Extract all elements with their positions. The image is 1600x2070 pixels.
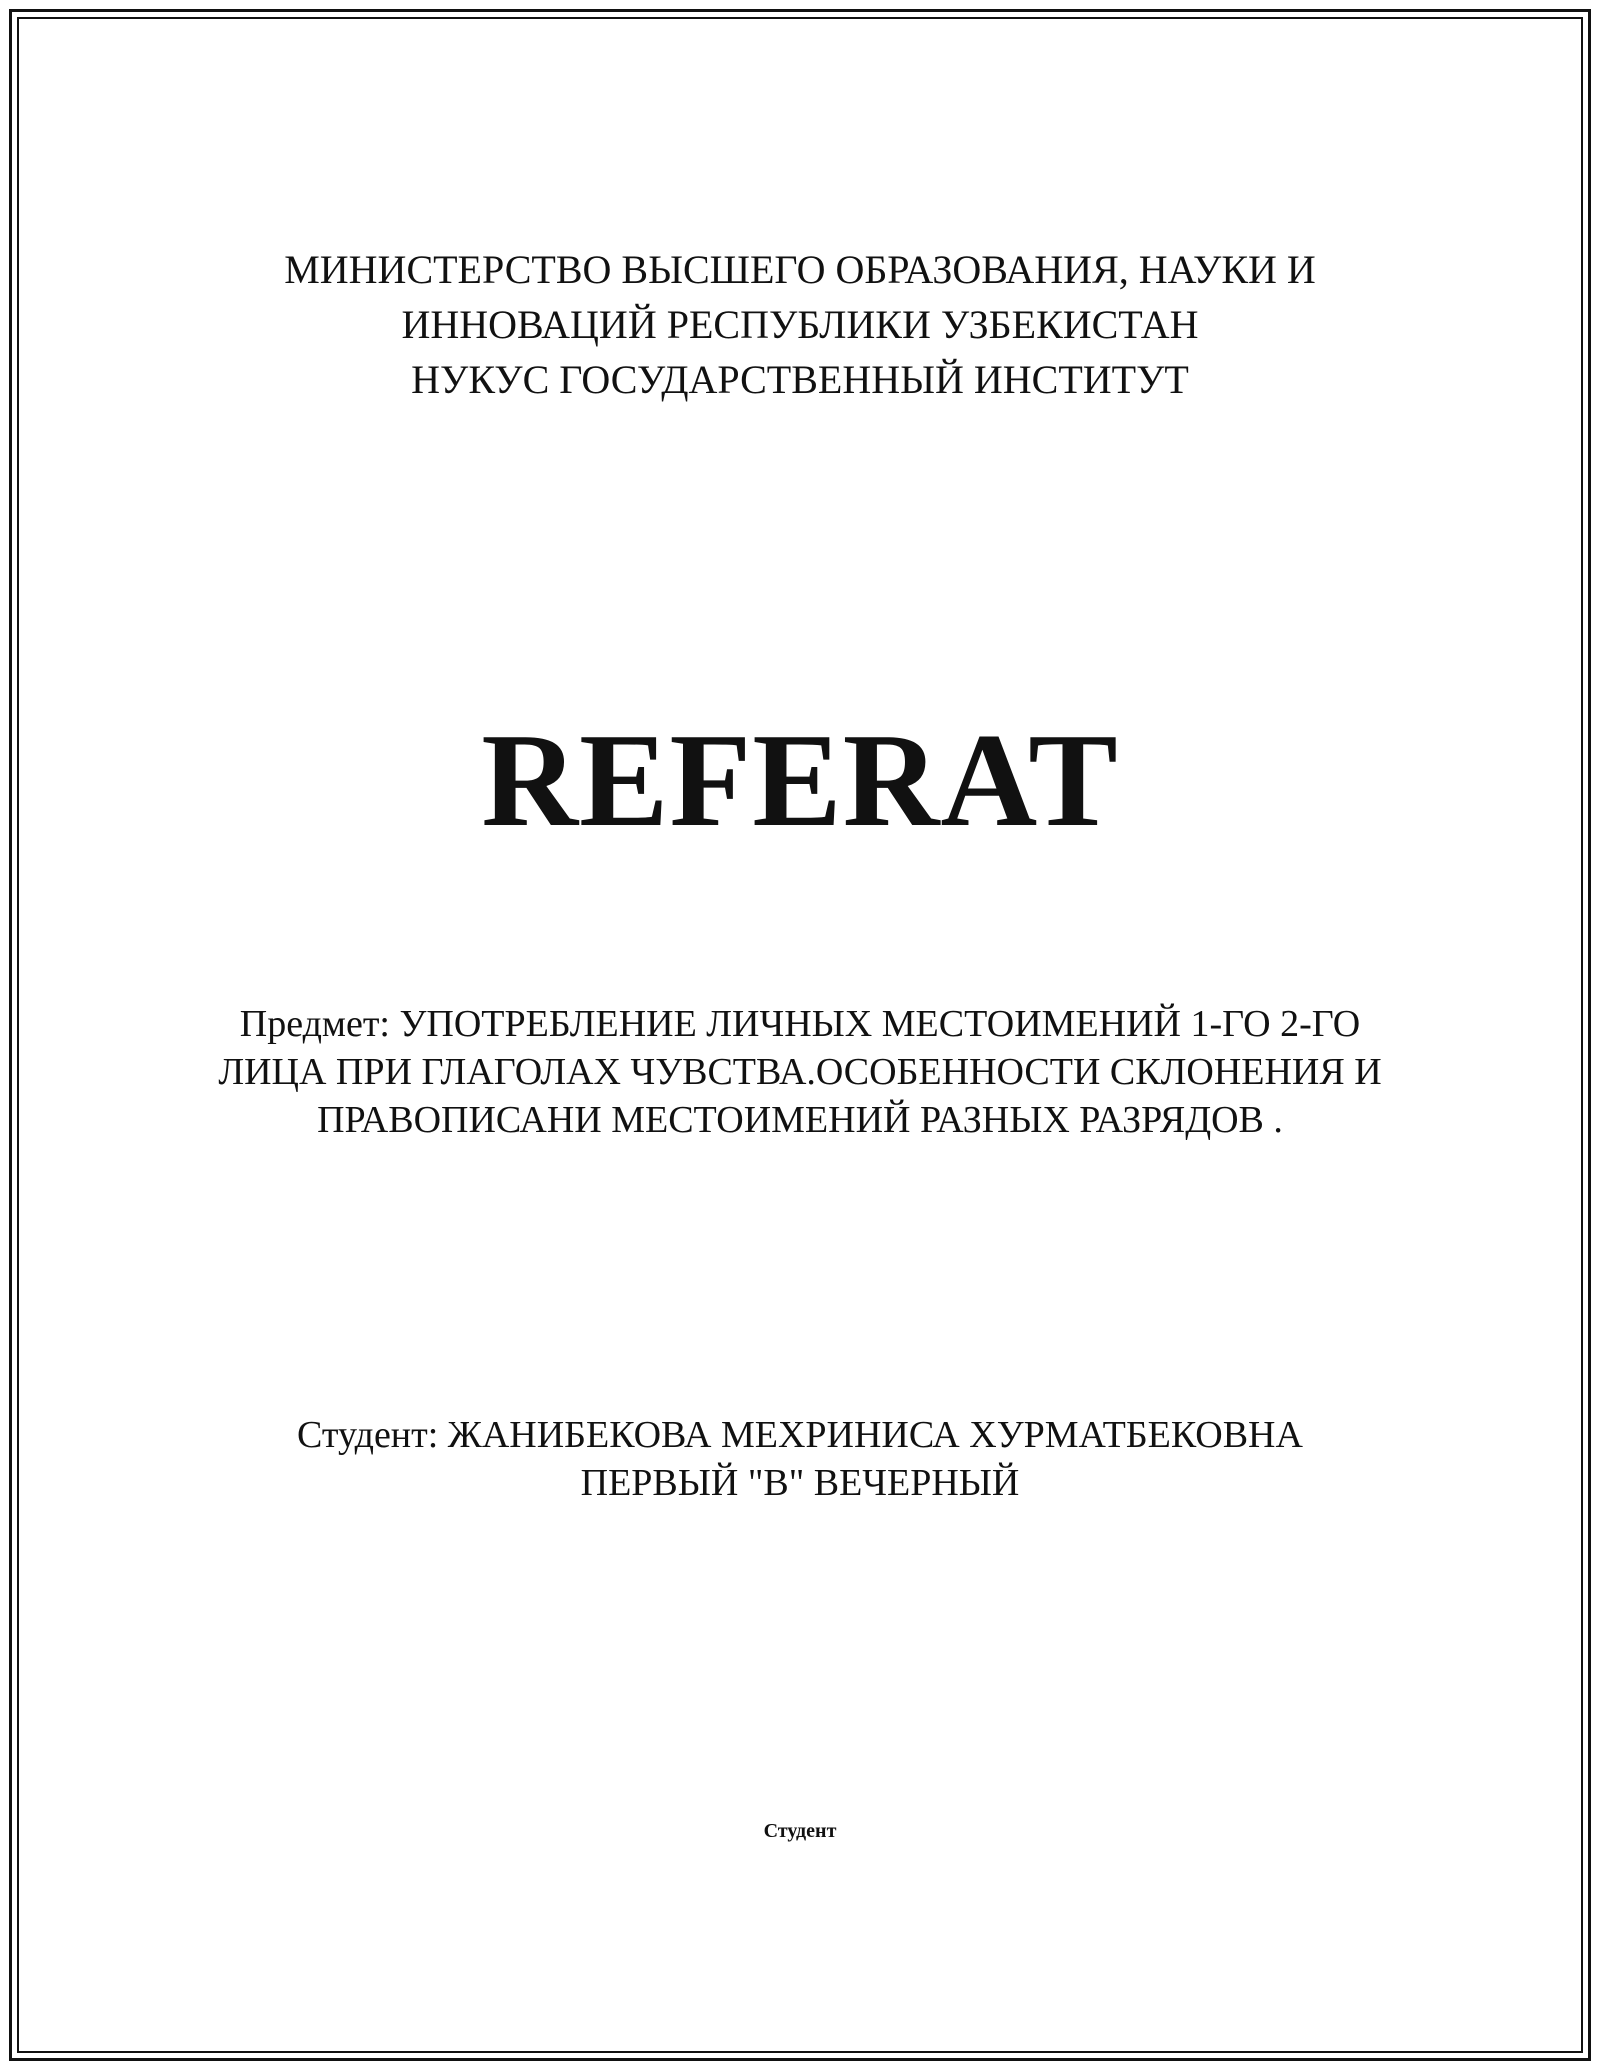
subject-line: Предмет: УПОТРЕБЛЕНИЕ ЛИЧНЫХ МЕСТОИМЕНИЙ 1-ГО 2-ГО xyxy=(239,1003,1361,1045)
header-line: ИННОВАЦИЙ РЕСПУБЛИКИ УЗБЕКИСТАН xyxy=(401,302,1199,347)
footer-label: Студент xyxy=(763,1820,837,1842)
subject-line: ПРАВОПИСАНИ МЕСТОИМЕНИЙ РАЗНЫХ РАЗРЯДОВ . xyxy=(317,1099,1283,1141)
subject-block xyxy=(0,1000,1600,1144)
student-line: ПЕРВЫЙ "В" ВЕЧЕРНЫЙ xyxy=(580,1462,1020,1504)
document-title: REFERAT xyxy=(481,706,1119,854)
subject-line: ЛИЦА ПРИ ГЛАГОЛАХ ЧУВСТВА.ОСОБЕННОСТИ СКЛОНЕНИЯ И xyxy=(218,1051,1382,1093)
student-block xyxy=(0,1411,1600,1507)
header-line: НУКУС ГОСУДАРСТВЕННЫЙ ИНСТИТУТ xyxy=(411,357,1189,402)
student-line: Студент: ЖАНИБЕКОВА МЕХРИНИСА ХУРМАТБЕКОВНА xyxy=(297,1414,1303,1456)
header-line: МИНИСТЕРСТВО ВЫСШЕГО ОБРАЗОВАНИЯ, НАУКИ И xyxy=(284,247,1316,292)
ministry-header xyxy=(0,242,1600,407)
